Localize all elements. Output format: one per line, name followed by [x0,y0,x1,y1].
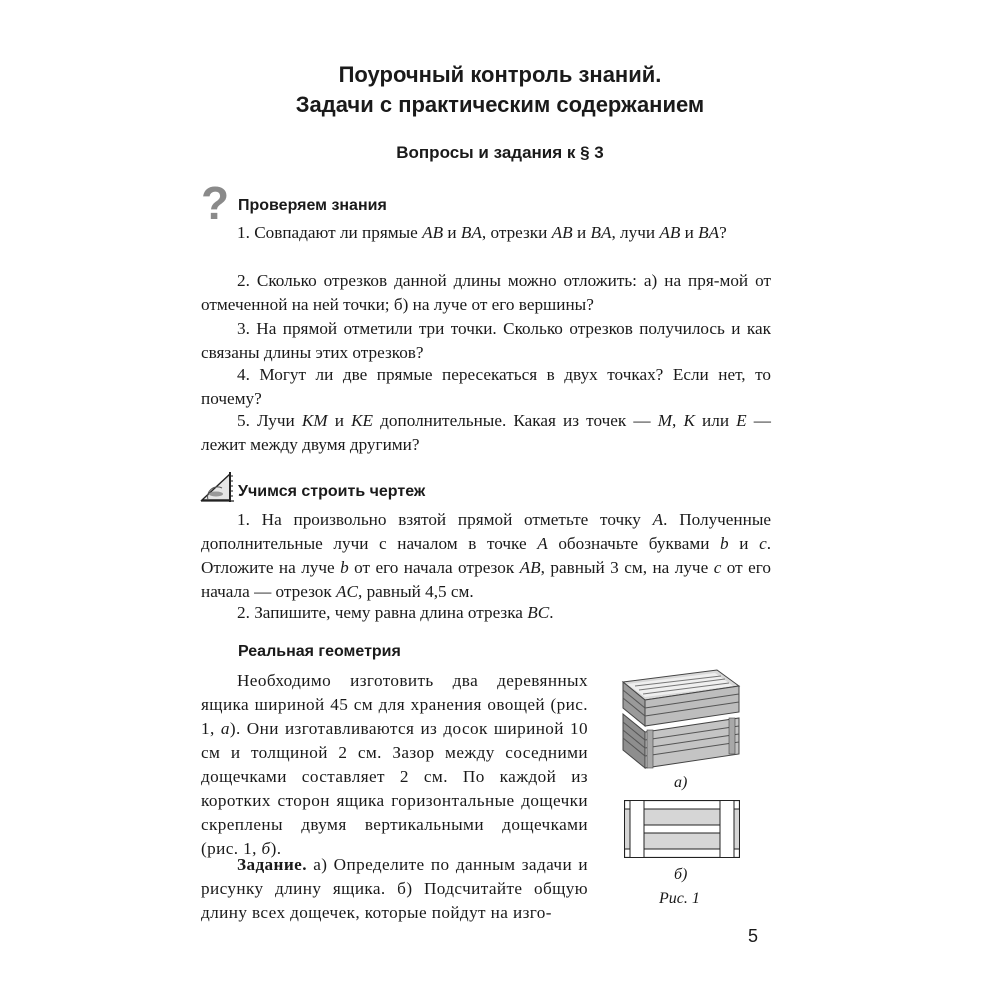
question-1: 1. Совпадают ли прямые AB и BA, отрезки AB и BA, лучи AB и BA? [237,223,727,242]
title-line-2: Задачи с практическим содержанием [295,92,705,117]
ruler-triangle-icon [200,470,236,504]
section-subtitle: Вопросы и задания к § 3 [396,143,604,162]
real-geometry-task: Задание. а) Определите по данным задачи и рисунку длину ящика. б) Подсчитайте общую длину всех дощечек, которые пойдут на изго- [201,855,588,922]
question-4: 4. Могут ли две прямые пересекаться в двух точках? Если нет, то почему? [201,365,771,408]
drawing-task-2: 2. Запишите, чему равна длина отрезка BC. [237,603,554,622]
figure-caption: Рис. 1 [659,890,700,907]
real-geometry-problem: Необходимо изготовить два деревянных ящика шириной 45 см для хранения овощей (рис. 1, а). Они изготавливаются из досок шириной 10 см и толщиной 2 см. Зазор между соседними дощечками составляет 2 см. По каждой из коротких сторон ящика горизонтальные дощечки скреплены двумя вертикальными дощечками (рис. 1, б). [201,671,589,858]
drawing-task-1: 1. На произвольно взятой прямой отметьте точку A. Полученные дополнительные лучи с началом в точке A обозначьте буквами b и c. Отложите на луче b от его начала отрезок AB, равный 3 см, на луче c от его начала — отрезок AC, равный 4,5 см. [201,510,772,601]
title-line-1: Поурочный контроль знаний. [338,62,662,87]
figure-caption-a: а) [674,774,688,791]
real-geometry-heading: Реальная геометрия [238,643,401,660]
build-drawing-heading: Учимся строить чертеж [238,483,426,500]
page-title [200,60,800,120]
figure-caption-b: б) [674,866,688,883]
page-number: 5 [748,926,759,946]
wooden-crates-photo [617,664,742,776]
question-5: 5. Лучи KM и KE дополнительные. Какая из точек — M, K или E — лежит между двумя другими? [201,411,771,454]
check-knowledge-heading: Проверяем знания [238,197,387,214]
question-3: 3. На прямой отметили три точки. Сколько отрезков получилось и как связаны длины этих отрезков? [201,319,771,362]
crate-side-diagram [624,800,740,858]
question-2: 2. Сколько отрезков данной длины можно отложить: а) на пря-мой от отмеченной на ней точки; б) на луче от его вершины? [201,271,771,314]
question-mark-icon: ? [200,177,230,229]
